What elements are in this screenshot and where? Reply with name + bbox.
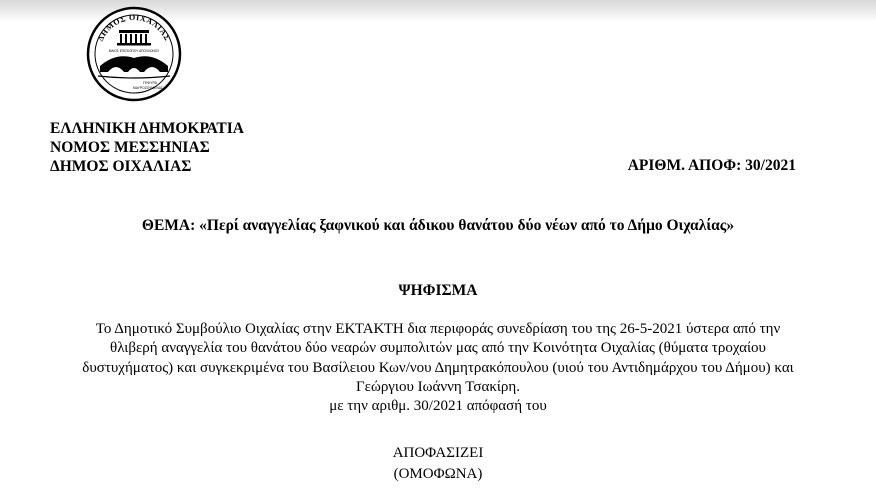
subject-line: ΘΕΜΑ: «Περί αναγγελίας ξαφνικού και άδικου θανάτου δύο νέων από το Δήμο Οιχαλίας» [141,217,735,234]
decision-unanimous: (ΟΜΟΦΩΝΑ) [393,466,483,482]
decision-number: ΑΡΙΘΜ. ΑΠΟΦ: 30/2021 [627,157,796,174]
document-title: ΨΗΦΙΣΜΑ [398,282,478,299]
svg-text:ΔΗΜΟΣ ΟΙΧΑΛΙΑΣ: ΔΗΜΟΣ ΟΙΧΑΛΙΑΣ [95,12,173,43]
body-line: Το Δημοτικό Συμβούλιο Οιχαλίας στην ΕΚΤΑΚΤΗ δια περιφοράς συνεδρίαση του της 26-5-2021 ύστερα από την [95,321,781,337]
svg-text:ΜΑΥΡΟΖΟΥΜΕΝΑΣ: ΜΑΥΡΟΖΟΥΜΕΝΑΣ [133,86,163,90]
header-municipality: ΔΗΜΟΣ ΟΙΧΑΛΙΑΣ [50,158,192,175]
body-line: δυστυχήματος) και συγκεκριμένα του Βασίλειου Κων/νου Δημητρακόπουλου (υιού του Αντιδημάρχου του Δήμου) και [82,359,794,376]
header-prefecture: ΝΟΜΟΣ ΜΕΣΣΗΝΙΑΣ [50,139,210,156]
body-line: Γεώργιου Ιωάννη Τσακίρη. [355,378,521,395]
svg-text:ΓΕΦΥΡΑ: ΓΕΦΥΡΑ [142,81,158,85]
svg-text:ΜΑΙΟΣ ΕΠΙΣΚΟΠΟΥ ΑΠΟΛΛΩΝΟΣ: ΜΑΙΟΣ ΕΠΙΣΚΟΠΟΥ ΑΠΟΛΛΩΝΟΣ [108,49,160,53]
header-country: ΕΛΛΗΝΙΚΗ ΔΗΜΟΚΡΑΤΙΑ [50,120,244,137]
decision-block [0,443,876,485]
municipality-seal-logo [86,6,182,102]
resolution-body [20,320,856,416]
body-line: θλιβερή αναγγελία του θανάτου δύο νεαρών συμπολιτών μας από την Κοινότητα Οιχαλίας (θύματα τροχαίου [110,340,766,357]
body-line: με την αριθμ. 30/2021 απόφασή του [329,398,547,415]
decision-verb: ΑΠΟΦΑΣΙΖΕΙ [392,445,484,461]
